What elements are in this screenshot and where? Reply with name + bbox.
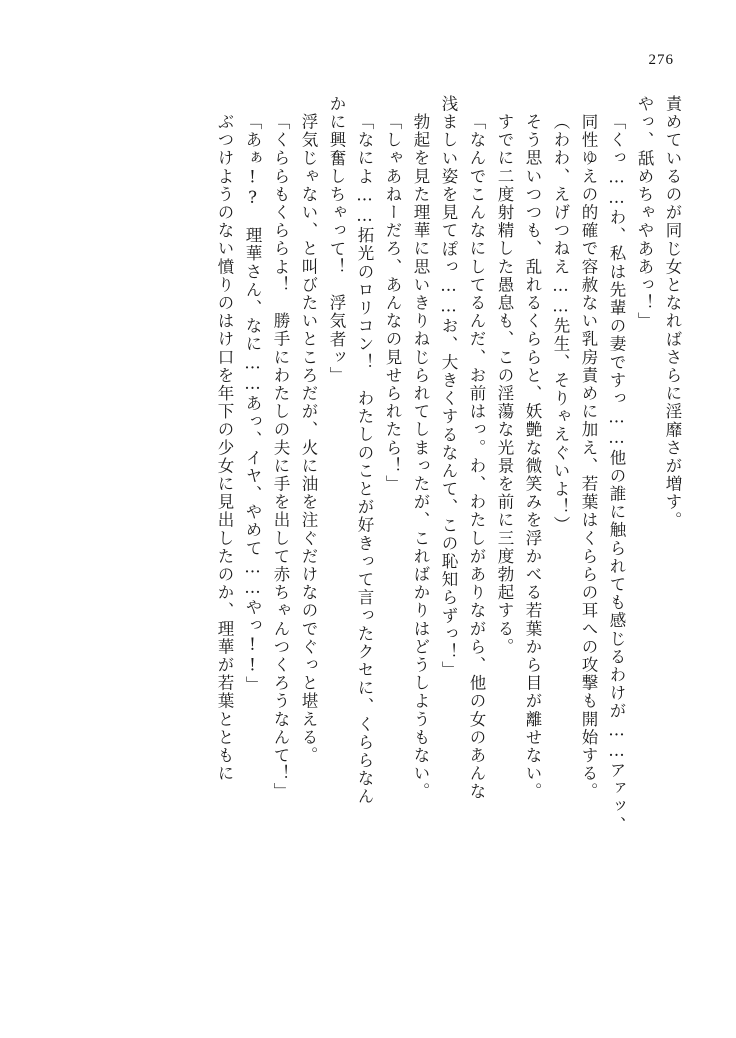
text-line: 責めているのが同じ女となればさらに淫靡さが増す。 — [663, 95, 682, 530]
text-line: 「なによ……拓光のロリコン！ わたしのことが好きって言ったクセに、くららなん — [355, 113, 374, 806]
text-line: 浅ましい姿を見てぽっ……お、大きくするなんて、この恥知らずっ！」 — [439, 95, 458, 680]
text-line: 「あぁ!? 理華さん、なに……あっ、イヤ、やめて……やっ!!」 — [243, 113, 262, 695]
text-line: 「しゃあねーだろ、あんなの見せられたら！」 — [383, 113, 402, 494]
text-line: 「くららもくららよ！ 勝手にわたしの夫に手を出して赤ちゃんつくろうなんて！」 — [271, 113, 290, 801]
text-line: 勃起を見た理華に思いきりねじられてしまったが、こればかりはどうしようもない。 — [411, 113, 430, 801]
text-line: そう思いつつも、乱れるくららと、妖艶な微笑みを浮かべる若葉から目が離せない。 — [523, 113, 542, 801]
text-line: すでに二度射精した愚息も、この淫蕩な光景を前に三度勃起する。 — [495, 113, 514, 656]
text-line: 浮気じゃない、と叫びたいところだが、火に油を注ぐだけなのでぐっと堪える。 — [299, 113, 318, 765]
text-line: かに興奮しちゃって！ 浮気者ッ」 — [327, 95, 346, 385]
vertical-text-body — [96, 95, 680, 975]
text-line: 同性ゆえの的確で容赦ない乳房責めに加え、若葉はくららの耳への攻撃も開始する。 — [579, 113, 598, 801]
text-line: 「くっ……わ、私は先輩の妻ですっ……他の誰に触られても感じるわけが……アァッ、 — [607, 113, 626, 834]
text-line: （わわ、えげつねえ……先生、そりゃえぐいよ！） — [551, 113, 570, 535]
page-number: 276 — [648, 52, 674, 68]
text-line: やっ、舐めちゃやああっ！」 — [635, 95, 654, 331]
text-line: 「なんでこんなにしてるんだ、お前はっ。わ、わたしがありながら、他の女のあんな — [467, 113, 486, 801]
text-line: ぶつけようのない憤りのはけ口を年下の少女に見出したのか、理華が若葉とともに — [215, 113, 234, 783]
